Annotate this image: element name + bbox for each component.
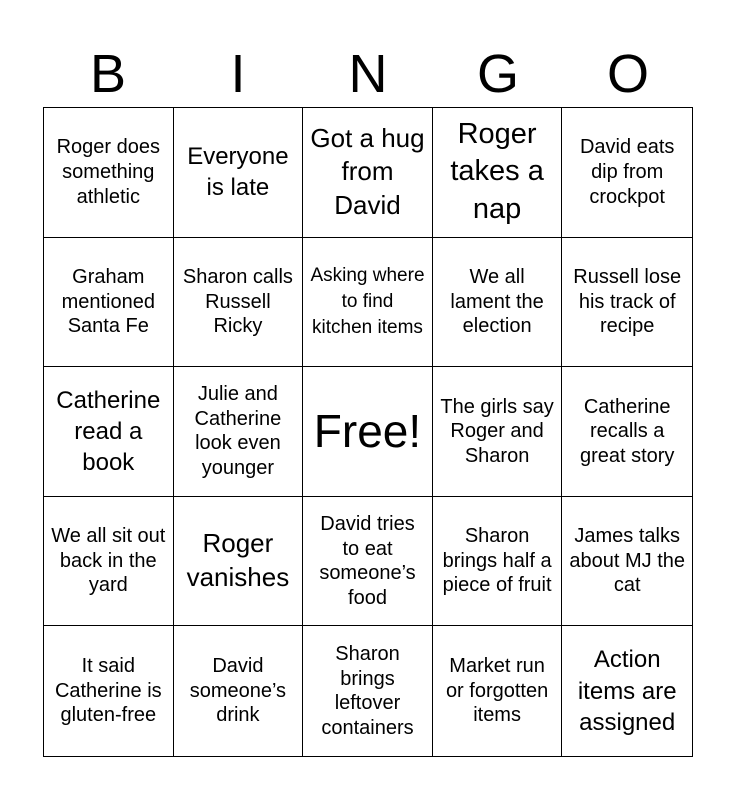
cell-text: Russell lose his track of recipe — [573, 266, 682, 338]
cell-text: David tries to eat someone’s food — [319, 512, 416, 609]
bingo-cell[interactable] — [433, 497, 563, 627]
bingo-cell[interactable] — [174, 367, 304, 497]
bingo-cell[interactable] — [303, 238, 433, 368]
bingo-cell[interactable] — [174, 238, 304, 368]
bingo-header — [43, 40, 693, 108]
bingo-cell[interactable] — [433, 626, 563, 756]
cell-text: David eats dip from crockpot — [579, 136, 675, 208]
bingo-cell[interactable] — [433, 108, 563, 238]
header-letter-g: G — [476, 44, 519, 104]
header-letter-b: B — [89, 44, 127, 104]
cell-text: David someone’s drink — [189, 655, 287, 727]
cell-text: Catherine read a book — [56, 386, 161, 477]
bingo-cell[interactable] — [303, 497, 433, 627]
bingo-cell[interactable] — [44, 238, 174, 368]
cell-text: James talks about MJ the cat — [569, 525, 685, 597]
bingo-cell[interactable] — [562, 108, 692, 238]
free-space-text: Free! — [313, 405, 422, 458]
cell-text: Sharon brings leftover containers — [321, 643, 414, 739]
bingo-cell[interactable] — [303, 108, 433, 238]
bingo-cell[interactable] — [44, 626, 174, 756]
bingo-cell[interactable] — [174, 108, 304, 238]
cell-text: The girls say Roger and Sharon — [440, 395, 554, 467]
cell-text: Sharon brings half a piece of fruit — [442, 525, 552, 597]
bingo-cell[interactable] — [44, 108, 174, 238]
cell-text: Roger vanishes — [186, 528, 290, 593]
cell-text: Catherine recalls a great story — [579, 395, 675, 467]
bingo-cell[interactable] — [562, 626, 692, 756]
header-letter-o: O — [606, 44, 649, 104]
bingo-cell[interactable] — [562, 367, 692, 497]
bingo-cell[interactable] — [174, 626, 304, 756]
cell-text: We all sit out back in the yard — [51, 525, 166, 597]
bingo-cell[interactable] — [174, 497, 304, 627]
cell-text: Julie and Catherine look even younger — [194, 383, 282, 480]
bingo-grid — [43, 107, 693, 757]
cell-text: It said Catherine is gluten-free — [54, 655, 162, 727]
cell-text: Sharon calls Russell Ricky — [182, 266, 293, 338]
bingo-cell[interactable] — [303, 626, 433, 756]
cell-text: Got a hug from David — [310, 122, 425, 221]
cell-text: Graham mentioned Santa Fe — [61, 266, 155, 338]
bingo-cell[interactable] — [44, 497, 174, 627]
cell-text: We all lament the election — [450, 266, 544, 338]
cell-text: Action items are assigned — [577, 646, 677, 736]
bingo-cell[interactable] — [44, 367, 174, 497]
cell-text: Roger does something athletic — [56, 136, 160, 208]
free-space-cell[interactable] — [303, 367, 433, 497]
cell-text: Asking where to find kitchen items — [310, 264, 425, 338]
header-letter-i: I — [230, 44, 246, 104]
cell-text: Everyone is late — [187, 143, 289, 202]
bingo-cell[interactable] — [433, 238, 563, 368]
bingo-cell[interactable] — [562, 497, 692, 627]
header-letter-n: N — [348, 44, 388, 104]
cell-text: Roger takes a nap — [450, 117, 544, 226]
bingo-cell[interactable] — [562, 238, 692, 368]
bingo-cell[interactable] — [433, 367, 563, 497]
cell-text: Market run or forgotten items — [445, 655, 549, 727]
